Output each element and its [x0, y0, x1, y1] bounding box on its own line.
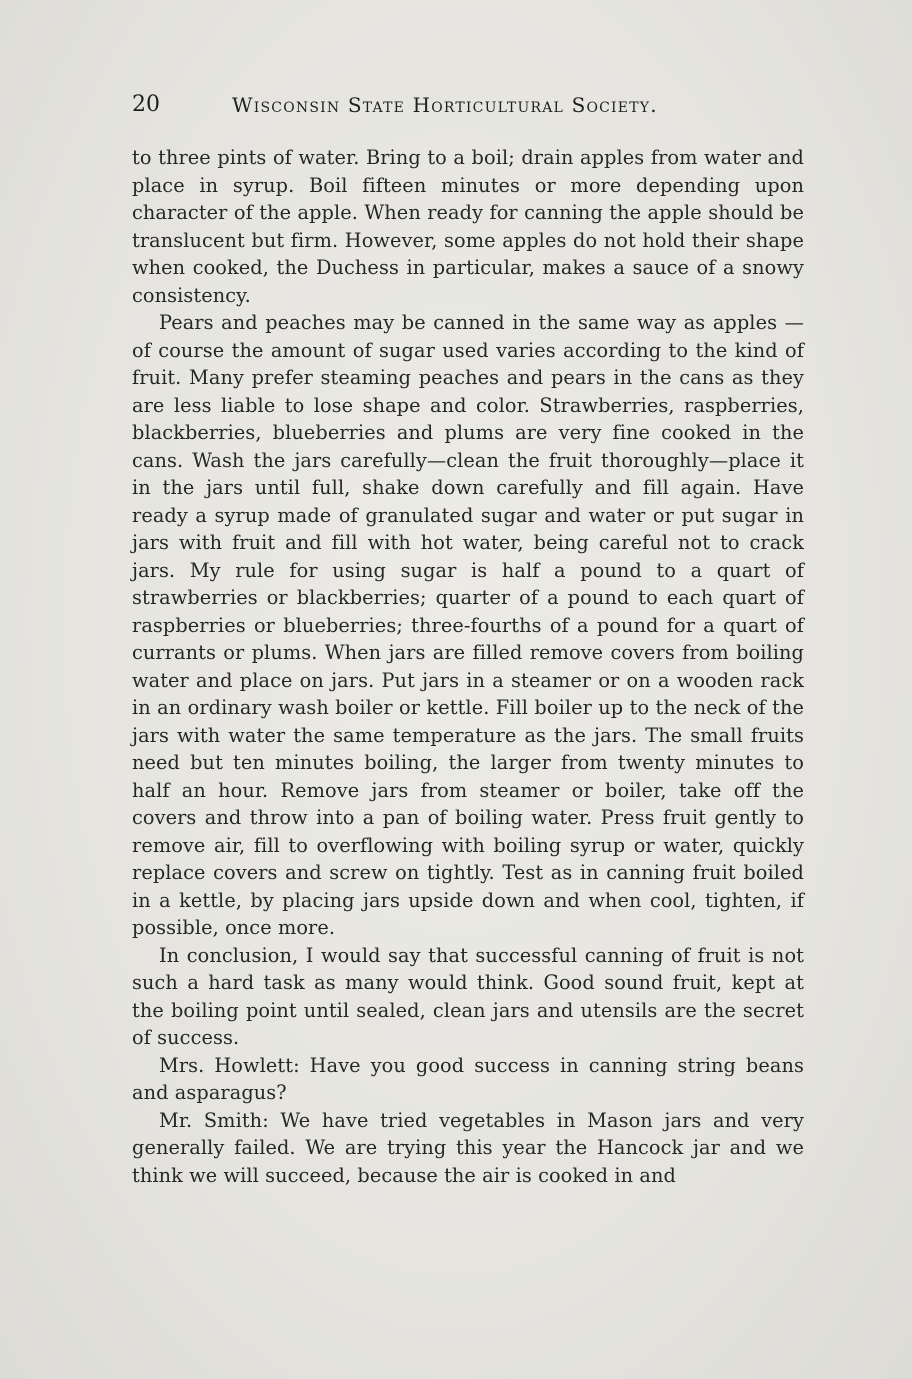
paragraph-continued: to three pints of water. Bring to a boil; drain apples from water and place in syrup. Boil fifteen minutes or more depending upon character of the apple. When ready for canning the apple should be translucent but firm. However, some apples do not hold their shape when cooked, the Duchess in particular, makes a sauce of a snowy consistency.	[132, 146, 804, 307]
speaker-name: Mrs. Howlett:	[159, 1053, 300, 1077]
dialogue-text: We have tried vegetables in Mason jars and very generally failed. We are trying this year the Hancock jar and we think we will succeed, because the air is cooked in and	[132, 1108, 804, 1187]
body-text	[132, 144, 804, 1189]
dialogue-smith	[132, 1107, 804, 1190]
page-number: 20	[132, 92, 160, 117]
journal-title: Wisconsin State Horticultural Society.	[232, 93, 658, 117]
dialogue-howlett	[132, 1052, 804, 1107]
running-head	[132, 88, 804, 122]
dialogue-text: Have you good success in canning string beans and asparagus?	[132, 1053, 804, 1104]
speaker-name: Mr. Smith:	[159, 1108, 269, 1132]
paragraph-pears-peaches: Pears and peaches may be canned in the same way as apples —of course the amount of sugar used varies according to the kind of fruit. Many prefer steaming peaches and pears in the cans as they are less liable to lose shape and color. Strawberries, raspberries, blackberries, blueberries and plums are very fine cooked in the cans. Wash the jars carefully—clean the fruit thoroughly—place it in the jars until full, shake down carefully and fill again. Have ready a syrup made of granulated sugar and water or put sugar in jars with fruit and fill with hot water, being careful not to crack jars. My rule for using sugar is half a pound to a quart of strawberries or blackberries; quarter of a pound to each quart of raspberries or blueberries; three-fourths of a pound for a quart of currants or plums. When jars are filled remove covers from boiling water and place on jars. Put jars in a steamer or on a wooden rack in an ordinary wash boiler or kettle. Fill boiler up to the neck of the jars with water the same temperature as the jars. The small fruits need but ten minutes boiling, the larger from twenty minutes to half an hour. Remove jars from steamer or boiler, take off the covers and throw into a pan of boiling water. Press fruit gently to remove air, fill to overflowing with boiling syrup or water, quickly replace covers and screw on tightly. Test as in canning fruit boiled in a kettle, by placing jars upside down and when cool, tighten, if possible, once more.	[132, 311, 804, 939]
paragraph-conclusion: In conclusion, I would say that successful canning of fruit is not such a hard task as many would think. Good sound fruit, kept at the boiling point until sealed, clean jars and utensils are the secret of success.	[132, 943, 804, 1049]
